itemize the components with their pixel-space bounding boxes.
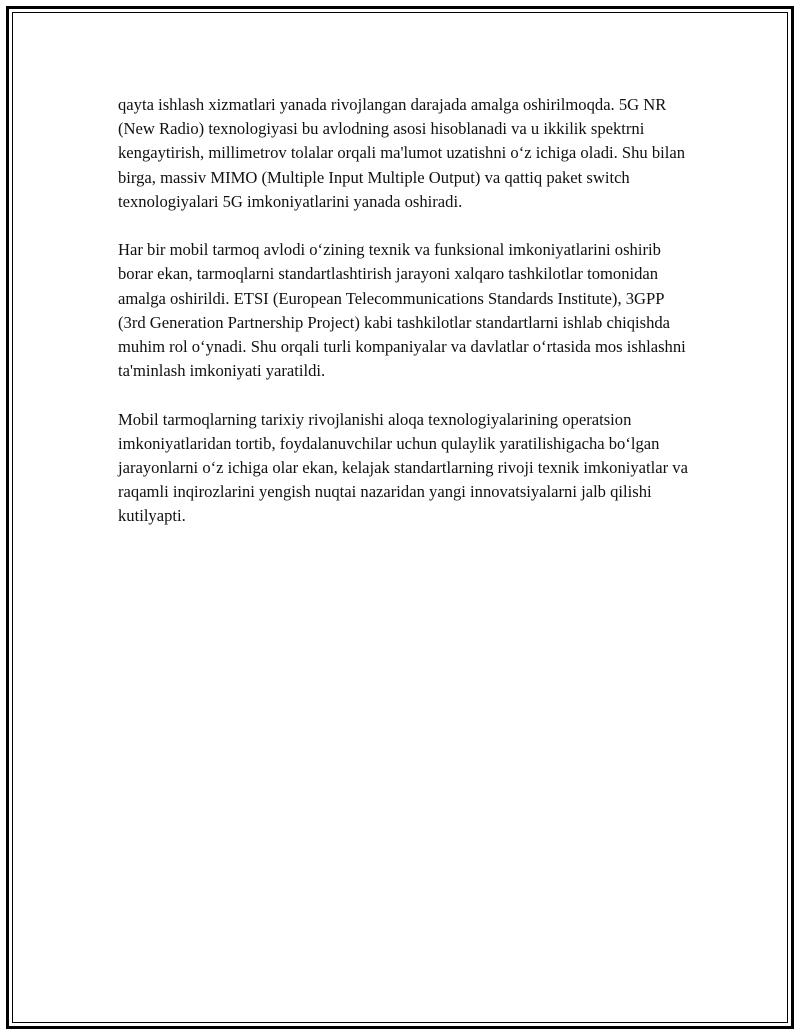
paragraph-2: Har bir mobil tarmoq avlodi o‘zining texnik va funksional imkoniyatlarini oshirib borar ekan, tarmoqlarni standartlashtirish jarayoni xalqaro tashkilotlar tomonidan amalga oshirildi. ETSI (European Telecommunications Standards Institute), 3GPP (3rd Generation Partnership Project) kabi tashkilotlar standartlarni ishlab chiqishda muhim rol o‘ynadi. Shu orqali turli kompaniyalar va davlatlar o‘rtasida mos ishlashni ta'minlash imkoniyati yaratildi. bbox=[118, 240, 686, 381]
paragraph-3: Mobil tarmoqlarning tarixiy rivojlanishi aloqa texnologiyalarining operatsion imkoniyatlaridan tortib, foydalanuvchilar uchun qulaylik yaratilishigacha bo‘lgan jarayonlarni o‘z ichiga olar ekan, kelajak standartlarning rivoji texnik imkoniyatlar va raqamli inqirozlarini yengish nuqtai nazaridan yangi innovatsiyalarni jalb qilishi kutilyapti. bbox=[118, 409, 688, 526]
document-body bbox=[118, 93, 693, 529]
paragraph-1: qayta ishlash xizmatlari yanada rivojlangan darajada amalga oshirilmoqda. 5G NR (New Radio) texnologiyasi bu avlodning asosi hisoblanadi va u ikkilik spektrni kengaytirish, millimetrov tolalar orqali ma'lumot uzatishni o‘z ichiga oladi. Shu bilan birga, massiv MIMO (Multiple Input Multiple Output) va qattiq paket switch texnologiyalari 5G imkoniyatlarini yanada oshiradi. bbox=[118, 95, 686, 211]
